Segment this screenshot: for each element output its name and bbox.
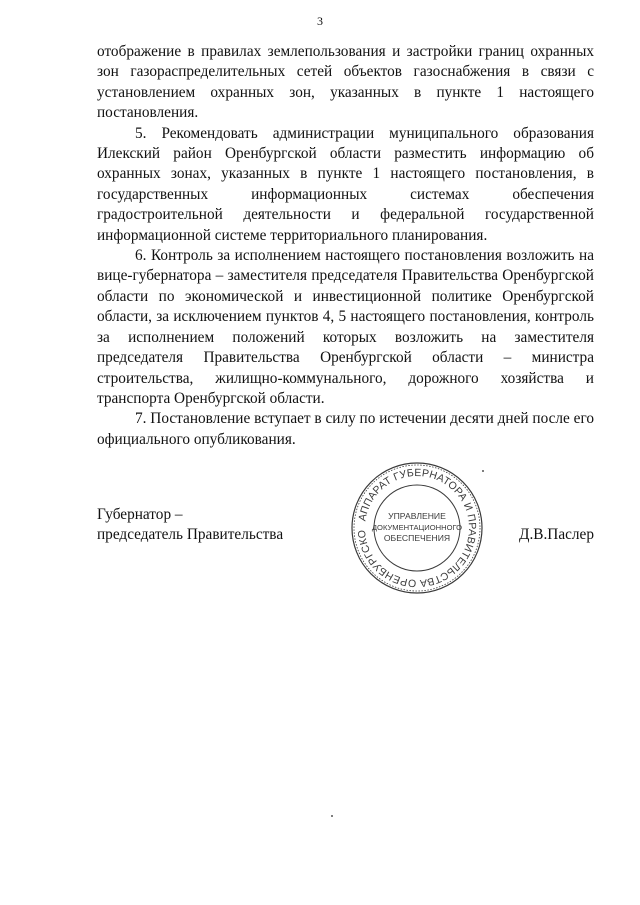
seal-inner-line2: ДОКУМЕНТАЦИОННОГО [371,523,463,532]
official-seal [349,460,485,596]
signatory-name: Д.В.Паслер [519,526,594,543]
paragraph-continuation: отображение в правилах землепользования и застройки границ охранных зон газораспределительных сетей объектов газоснабжения в связи с установлением охранных зон, указанных в пункте 1 настоящего постановления. [97,43,594,122]
signatory-title-line1: Губернатор – [97,506,183,523]
paragraph-item-6: 6. Контроль за исполнением настоящего постановления возложить на вице-губернатора – заместителя председателя Правительства Оренбургской области по экономической и инвестиционной политике Оренбургской области, за исключением пунктов 4, 5 настоящего постановления, контроль за исполнением положений которых возложить на заместителя председателя Правительства Оренбургской области – министра строительства, жилищно-коммунального, дорожного хозяйства и транспорта Оренбургской области. [97,247,594,407]
seal-inner-line3: ОБЕСПЕЧЕНИЯ [383,533,451,543]
paragraph-item-5: 5. Рекомендовать администрации муниципального образования Илекский район Оренбургской области разместить информацию об охранных зонах, указанных в пункте 1 настоящего постановления, в государственных информационных системах обеспечения градостроительной деятельности и федеральной государственной информационной системе территориального планирования. [97,124,594,244]
signatory-title-line2: председатель Правительства [97,526,284,543]
document-body [97,42,594,450]
page-number: 3 [317,14,323,28]
scan-speck [331,815,333,817]
scan-speck [482,470,484,472]
seal-inner-line1: УПРАВЛЕНИЕ [388,511,446,521]
seal-outer-text: АППАРАТ ГУБЕРНАТОРА И ПРАВИТЕЛЬСТВА ОРЕНБУРГСКО [355,466,479,590]
paragraph-item-7: 7. Постановление вступает в силу по истечении десяти дней после его официального опубликования. [97,410,594,448]
signatory-title [97,505,283,545]
seal-graphic [349,460,485,596]
